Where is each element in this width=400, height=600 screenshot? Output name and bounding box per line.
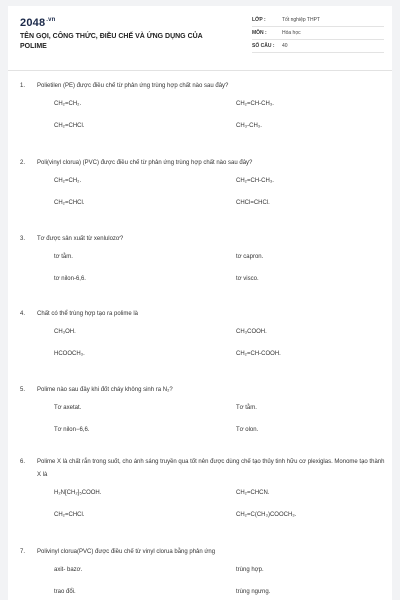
option-d[interactable]: CHCl=CHCl. bbox=[236, 200, 270, 206]
question-number: 2. bbox=[20, 160, 26, 166]
option-b[interactable]: trùng hợp. bbox=[236, 567, 264, 573]
question-text: Polime X là chất rắn trong suốt, cho ánh sáng truyền qua tốt nên được dùng chế tạo thủy tinh hữu cơ plexiglas. Monome tạo thành X là bbox=[37, 459, 385, 478]
question-head bbox=[20, 157, 388, 170]
question-number: 4. bbox=[20, 311, 26, 317]
option-row bbox=[37, 170, 392, 192]
question-3 bbox=[8, 233, 392, 308]
meta-value: Hóa học bbox=[282, 30, 301, 36]
option-grid bbox=[20, 397, 392, 441]
logo-text: 2048 bbox=[20, 17, 46, 29]
option-b[interactable]: CH₂=CH-CH₃. bbox=[236, 178, 274, 184]
option-d[interactable]: CH₂=CH-COOH. bbox=[236, 351, 281, 357]
site-logo[interactable] bbox=[20, 17, 56, 29]
question-head bbox=[20, 80, 388, 93]
logo-suffix: .vn bbox=[46, 17, 56, 23]
question-6 bbox=[8, 456, 392, 546]
option-b[interactable]: CH₃COOH. bbox=[236, 329, 267, 335]
option-grid bbox=[20, 93, 392, 137]
option-c[interactable]: tơ nilon-6,6. bbox=[54, 276, 86, 282]
meta-key: LỚP : bbox=[252, 17, 266, 23]
option-row bbox=[37, 93, 392, 115]
option-b[interactable]: CH₂=CHCN. bbox=[236, 490, 270, 496]
option-b[interactable]: Tơ tằm. bbox=[236, 405, 257, 411]
question-number: 3. bbox=[20, 236, 26, 242]
option-row bbox=[37, 581, 392, 600]
option-grid bbox=[20, 321, 392, 365]
option-c[interactable]: trao đổi. bbox=[54, 589, 76, 595]
option-c[interactable]: CH₂=CHCl. bbox=[54, 200, 85, 206]
question-text: Polime nào sau đây khi đốt cháy không sinh ra N₂? bbox=[37, 387, 173, 393]
option-d[interactable]: trùng ngưng. bbox=[236, 589, 271, 595]
option-grid bbox=[20, 559, 392, 600]
option-a[interactable]: Tơ axetat. bbox=[54, 405, 82, 411]
header-divider bbox=[8, 70, 392, 71]
question-number: 7. bbox=[20, 549, 26, 555]
option-a[interactable]: axit- bazơ. bbox=[54, 567, 83, 573]
question-text: Polietilen (PE) được điều chế từ phản ứng trùng hợp chất nào sau đây? bbox=[37, 83, 229, 89]
question-text: Poli(vinyl clorua) (PVC) được điều chế từ phản ứng trùng hợp chất nào sau đây? bbox=[37, 160, 253, 166]
question-head bbox=[20, 456, 388, 482]
meta-value: Tốt nghiệp THPT bbox=[282, 17, 320, 23]
option-row bbox=[37, 397, 392, 419]
option-row bbox=[37, 268, 392, 290]
question-head bbox=[20, 308, 388, 321]
page-header bbox=[8, 6, 392, 68]
option-d[interactable]: Tơ olon. bbox=[236, 427, 259, 433]
question-1 bbox=[8, 80, 392, 157]
option-b[interactable]: tơ capron. bbox=[236, 254, 264, 260]
option-grid bbox=[20, 482, 392, 526]
option-d[interactable]: CH₃-CH₃. bbox=[236, 123, 262, 129]
option-row bbox=[37, 419, 392, 441]
meta-row-class bbox=[252, 14, 384, 27]
option-row bbox=[37, 343, 392, 365]
document-title-line-2: POLIME bbox=[20, 43, 47, 50]
option-b[interactable]: CH₂=CH-CH₃. bbox=[236, 101, 274, 107]
question-head bbox=[20, 546, 388, 559]
question-head bbox=[20, 233, 388, 246]
meta-key: MÔN : bbox=[252, 30, 267, 36]
question-text: Polivinyl clorua(PVC) được điều chế từ vinyl clorua bằng phản ứng bbox=[37, 549, 216, 555]
question-number: 6. bbox=[20, 459, 26, 465]
option-c[interactable]: CH₂=CHCl. bbox=[54, 123, 85, 129]
option-row bbox=[37, 559, 392, 581]
option-row bbox=[37, 321, 392, 343]
question-list bbox=[8, 80, 392, 600]
meta-key: SỐ CÂU : bbox=[252, 43, 275, 49]
question-5 bbox=[8, 384, 392, 456]
question-text: Tơ được sản xuất từ xenlulozơ? bbox=[37, 236, 124, 242]
document-title bbox=[20, 32, 225, 52]
option-a[interactable]: tơ tằm. bbox=[54, 254, 73, 260]
option-c[interactable]: Tơ nilon−6,6. bbox=[54, 427, 90, 433]
question-2 bbox=[8, 157, 392, 233]
option-grid bbox=[20, 246, 392, 290]
option-row bbox=[37, 246, 392, 268]
option-row bbox=[37, 192, 392, 214]
option-row bbox=[37, 504, 392, 526]
meta-value: 40 bbox=[282, 43, 288, 49]
option-a[interactable]: CH₃OH. bbox=[54, 329, 76, 335]
option-a[interactable]: CH₂=CH₂. bbox=[54, 101, 82, 107]
option-d[interactable]: CH₂=C(CH₃)COOCH₃. bbox=[236, 512, 297, 518]
question-7 bbox=[8, 546, 392, 600]
exam-meta bbox=[252, 14, 384, 53]
option-row bbox=[37, 482, 392, 504]
option-c[interactable]: CH₂=CHCl. bbox=[54, 512, 85, 518]
option-a[interactable]: CH₂=CH₂. bbox=[54, 178, 82, 184]
meta-row-subject bbox=[252, 27, 384, 40]
option-a[interactable]: H₂N[CH₂]₅COOH. bbox=[54, 490, 102, 496]
option-c[interactable]: HCOOCH₃. bbox=[54, 351, 85, 357]
meta-row-question-count bbox=[252, 40, 384, 53]
question-number: 1. bbox=[20, 83, 26, 89]
option-d[interactable]: tơ visco. bbox=[236, 276, 259, 282]
question-text: Chất có thể trùng hợp tạo ra polime là bbox=[37, 311, 138, 317]
option-row bbox=[37, 115, 392, 137]
option-grid bbox=[20, 170, 392, 214]
exam-page bbox=[8, 6, 392, 600]
question-4 bbox=[8, 308, 392, 384]
question-number: 5. bbox=[20, 387, 26, 393]
question-head bbox=[20, 384, 388, 397]
document-title-line-1: TÊN GỌI, CÔNG THỨC, ĐIỀU CHẾ VÀ ỨNG DỤNG CỦA bbox=[20, 33, 203, 40]
